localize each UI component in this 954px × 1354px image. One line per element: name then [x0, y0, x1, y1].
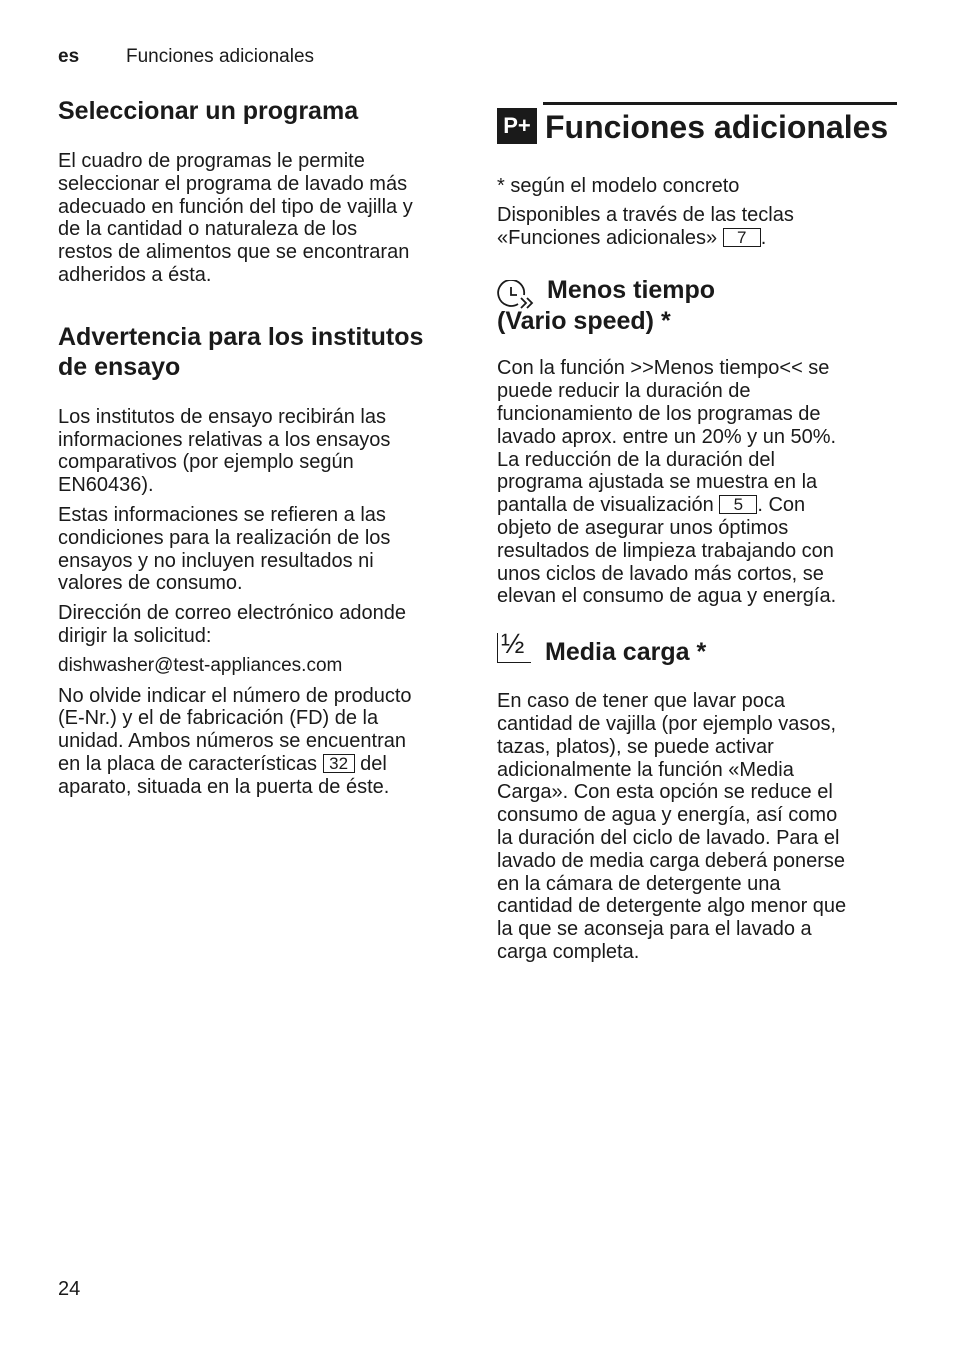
page-number: 24 — [58, 1278, 81, 1300]
section-less-time-heading — [497, 276, 897, 350]
heading-vario-speed: (Vario speed) * — [497, 307, 671, 336]
left-column — [58, 96, 458, 799]
heading-select-program: Seleccionar un programa — [58, 97, 359, 125]
half-load-icon: ½ — [497, 633, 531, 663]
section-half-load-heading — [497, 628, 897, 699]
paragraph-half-load: En caso de tener que lavar poca cantidad de vajilla (por ejemplo vasos, tazas, platos), se puede activar adicionalmente la función «Media Carga». Con esta opción se reduce el consumo de agua y energía, así como la duración del ciclo de lavado. Para el lavado de media carga deberá ponerse en la cámara de detergente una cantidad de detergente algo menor que la que se aconseja para el lavado a carga completa. — [497, 690, 847, 963]
main-title-block — [497, 100, 897, 150]
paragraph-product-number: No olvide indicar el número de producto (E-Nr.) y el de fabricación (FD) de la unidad. Ambos números se encuentran en la placa de características 32 del aparato, situada en la puerta de éste. — [58, 684, 412, 798]
right-column — [497, 100, 897, 964]
paragraph-institutes: Los institutos de ensayo recibirán las informaciones relativas a los ensayos comparativos (por ejemplo según EN60436). — [58, 405, 391, 497]
key-reference-5: 5 — [719, 495, 757, 514]
paragraph-less-time: Con la función >>Menos tiempo<< se puede reducir la duración de funcionamiento de los programas de lavado aprox. entre un 20% y un 50%. La reducción de la duración del programa ajustada se muestra en la pantalla de visualización 5 . Con objeto de asegurar unos óptimos resultados de limpieza trabajando con unos ciclos de lavado más cortos, se elevan el consumo de agua y energía. — [497, 357, 837, 608]
paragraph-select-program: El cuadro de programas le permite seleccionar el programa de lavado más adecuado en función del tipo de vajilla y de la cantidad o naturaleza de los restos de alimentos que se encontraran adheridos a ésta. — [58, 150, 413, 286]
header-language: es — [58, 46, 80, 67]
header-section-title: Funciones adicionales — [126, 46, 315, 67]
paragraph-availability: Disponibles a través de las teclas «Funciones adicionales» 7 . — [497, 203, 794, 249]
email-address: dishwasher@test-appliances.com — [58, 654, 343, 676]
model-note: * según el modelo concreto — [497, 175, 740, 197]
p-plus-icon: P+ — [497, 108, 537, 144]
key-reference-7: 7 — [723, 228, 761, 247]
heading-testing-institutes: Advertencia para los institutos de ensayo — [58, 322, 424, 381]
paragraph-email-intro: Dirección de correo electrónico adonde dirigir la solicitud: — [58, 602, 406, 647]
key-reference-32: 32 — [323, 754, 355, 773]
heading-half-load: Media carga * — [545, 638, 707, 667]
main-title: Funciones adicionales — [545, 109, 889, 145]
title-rule — [543, 102, 897, 105]
paragraph-information: Estas informaciones se refieren a las condiciones para la realización de los ensayos y no incluyen resultados ni valores de consumo. — [58, 503, 391, 595]
heading-less-time: Menos tiempo — [547, 276, 716, 305]
